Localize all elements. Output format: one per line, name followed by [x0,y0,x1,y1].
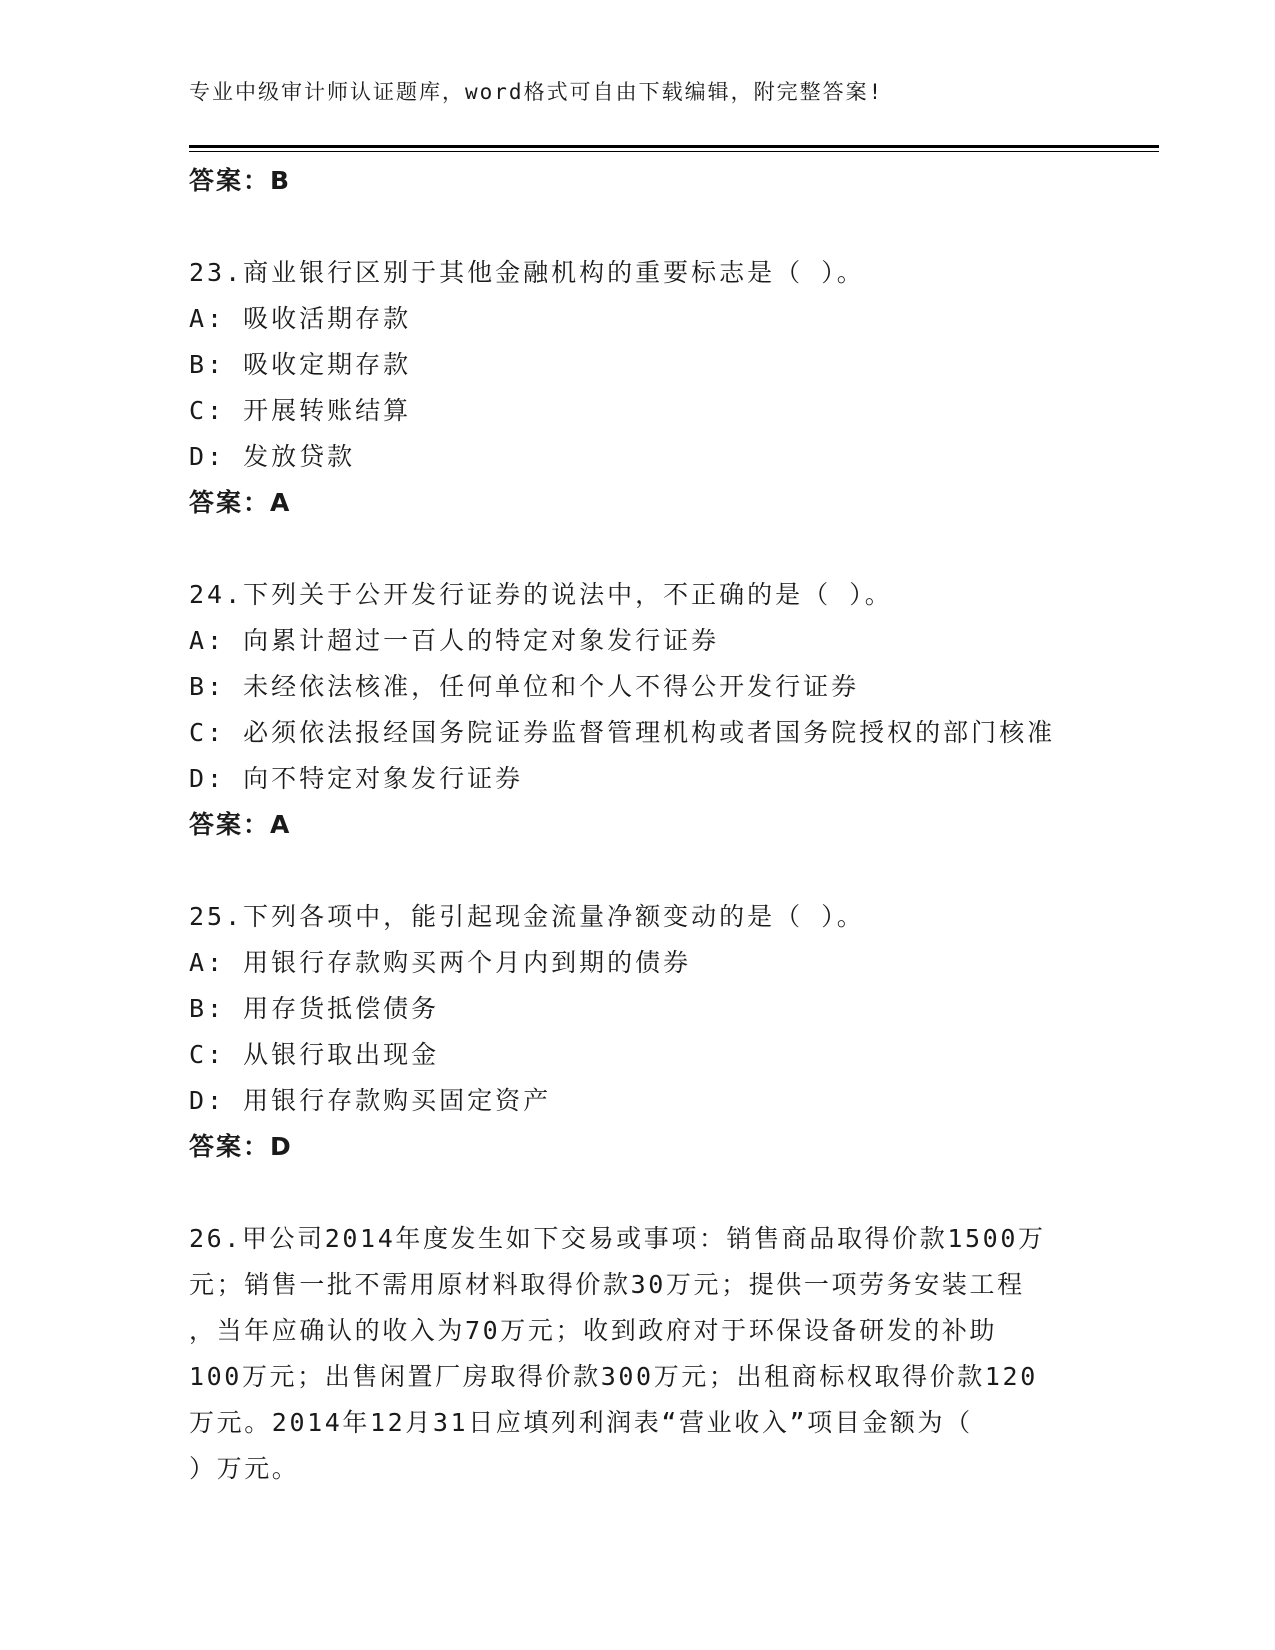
question-stem-line: ，当年应确认的收入为70万元；收到政府对于环保设备研发的补助 [189,1316,998,1345]
option-c: C: 必须依法报经国务院证券监督管理机构或者国务院授权的部门核准 [189,718,1056,747]
question-stem-line: 元；销售一批不需用原材料取得价款30万元；提供一项劳务安装工程 [189,1270,1025,1299]
answer-prev: 答案：B [189,166,292,195]
question-25 [189,894,1089,1170]
option-d: D: 用银行存款购买固定资产 [189,1086,552,1115]
question-stem-line: 万元。2014年12月31日应填列利润表“营业收入”项目金额为（ [189,1408,973,1437]
spacer [189,526,1089,572]
option-c: C: 开展转账结算 [189,396,412,425]
question-stem-line: ）万元。 [189,1454,300,1483]
question-stem: 24.下列关于公开发行证券的说法中，不正确的是（ ）。 [189,580,893,609]
answer: 答案：A [189,488,292,517]
header-rule-thin [189,151,1159,152]
question-23 [189,250,1089,526]
option-b: B: 吸收定期存款 [189,350,412,379]
question-stem-line: 100万元；出售闲置厂房取得价款300万元；出租商标权取得价款120 [189,1362,1038,1391]
answer: 答案：A [189,810,292,839]
question-26 [189,1216,1089,1492]
option-d: D: 向不特定对象发行证券 [189,764,524,793]
page-header: 专业中级审计师认证题库，word格式可自由下载编辑，附完整答案! [189,80,884,104]
option-c: C: 从银行取出现金 [189,1040,440,1069]
option-a: A: 吸收活期存款 [189,304,412,333]
option-d: D: 发放贷款 [189,442,356,471]
option-a: A: 向累计超过一百人的特定对象发行证券 [189,626,720,655]
header-rule-thick [189,145,1159,148]
document-body [189,158,1089,1492]
option-a: A: 用银行存款购买两个月内到期的债券 [189,948,692,977]
question-stem: 25.下列各项中，能引起现金流量净额变动的是（ ）。 [189,902,865,931]
question-stem: 23.商业银行区别于其他金融机构的重要标志是（ ）。 [189,258,865,287]
answer: 答案：D [189,1132,293,1161]
spacer [189,848,1089,894]
spacer [189,204,1089,250]
spacer [189,1170,1089,1216]
option-b: B: 用存货抵偿债务 [189,994,440,1023]
question-24 [189,572,1089,848]
option-b: B: 未经依法核准，任何单位和个人不得公开发行证券 [189,672,860,701]
question-stem-line: 26.甲公司2014年度发生如下交易或事项：销售商品取得价款1500万 [189,1224,1046,1253]
